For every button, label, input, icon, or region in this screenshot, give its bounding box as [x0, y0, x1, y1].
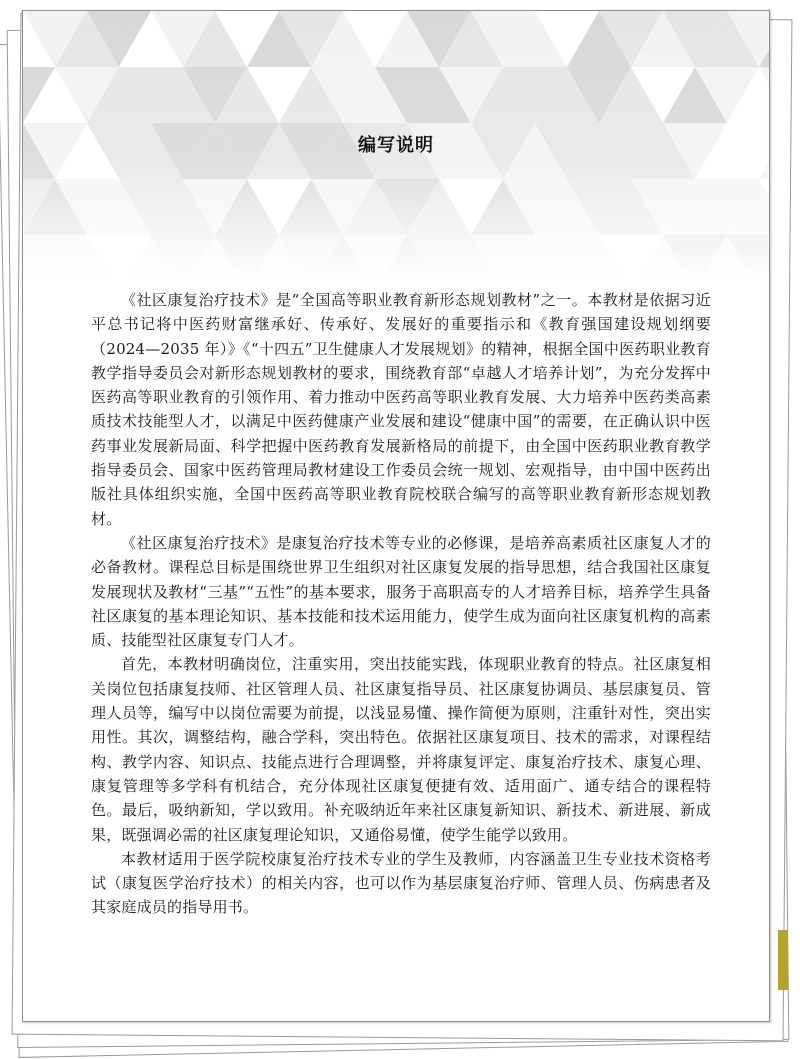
- paragraph-course-goal: 《社区康复治疗技术》是康复治疗技术等专业的必修课，是培养高素质社区康复人才的必备教材。课程总目标是围绕世界卫生组织对社区康复发展的指导思想，结合我国社区康复发展现状及教材“三基”“五性”的基本要求，服务于高职高专的人才培养目标，培养学生具备社区康复的基本理论知识、基本技能和技术运用能力，使学生成为面向社区康复机构的高素质、技能型社区康复专门人才。: [91, 533, 711, 650]
- page-title: 编写说明: [358, 135, 434, 156]
- document-page: [22, 10, 770, 1022]
- body-text: [91, 288, 711, 920]
- cover-edge-stripe: [778, 930, 788, 990]
- paragraph-intro: 《社区康复治疗技术》是“全国高等职业教育新形态规划教材”之一。本教材是依据习近平总书记将中医药财富继承好、传承好、发展好的重要指示和《教育强国建设规划纲要（2024—2035 年）》《“十四五”卫生健康人才发展规划》的精神，根据全国中医药职业教育教学指导委员会对新形态规划教材的要求，围绕教育部“卓越人才培养计划”，为充分发挥中医药高等职业教育的引领作用、着力推动中医药高等职业教育发展、大力培养中医药类高素质技术技能型人才，以满足中医药健康产业发展和建设“健康中国”的需要，在正确认识中医药事业发展新局面、科学把握中医药教育发展新格局的前提下，由全国中医药职业教育教学指导委员会、国家中医药管理局教材建设工作委员会统一规划、宏观指导，由中国中医药出版社具体组织实施，全国中医药高等职业教育院校联合编写的高等职业教育新形态规划教材。: [91, 291, 711, 528]
- paragraph-features: 首先，本教材明确岗位，注重实用，突出技能实践，体现职业教育的特点。社区康复相关岗位包括康复技师、社区管理人员、社区康复指导员、社区康复协调员、基层康复员、管理人员等，编写中以岗位需要为前提，以浅显易懂、操作简便为原则，注重针对性，突出实用性。其次，调整结构，融合学科，突出特色。依据社区康复项目、技术的需求，对课程结构、教学内容、知识点、技能点进行合理调整，并将康复评定、康复治疗技术、康复心理、康复管理等多学科有机结合，充分体现社区康复便捷有效、适用面广、通专结合的课程特色。最后，吸纳新知，学以致用。补充吸纳近年来社区康复新知识、新技术、新进展、新成果，既强调必需的社区康复理论知识，又通俗易懂，使学生能学以致用。: [91, 655, 711, 844]
- paragraph-audience: 本教材适用于医学院校康复治疗技术专业的学生及教师，内容涵盖卫生专业技术资格考试（康复医学治疗技术）的相关内容，也可以作为基层康复治疗师、管理人员、伤病患者及其家庭成员的指导用书。: [91, 849, 711, 917]
